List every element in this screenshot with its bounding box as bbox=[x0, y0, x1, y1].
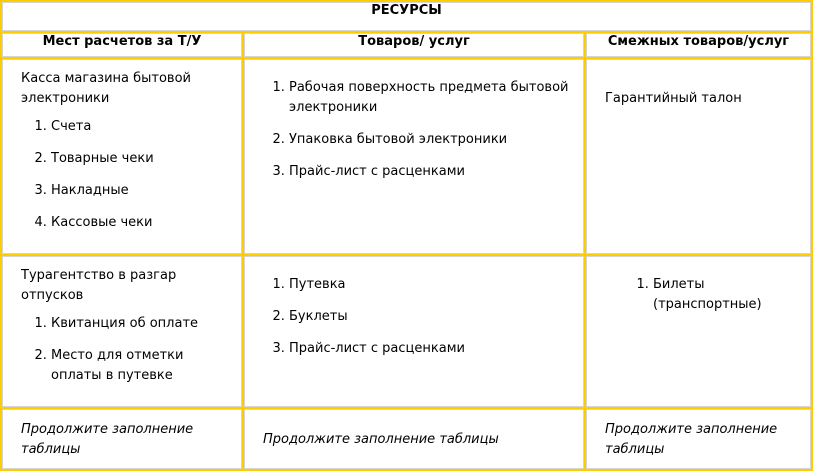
list-item: 2. Буклеты bbox=[289, 307, 569, 327]
row3-settlement-text: Продолжите заполнение таблицы bbox=[21, 422, 194, 457]
row3-goods-text: Продолжите заполнение таблицы bbox=[263, 432, 499, 447]
row2-settlement-text: Турагентство в разгар отпусков bbox=[21, 268, 177, 303]
list-item: 1. Путевка bbox=[289, 275, 569, 295]
row3-related-text: Продолжите заполнение таблицы bbox=[605, 422, 778, 457]
row1-related-cell bbox=[586, 59, 811, 254]
list-item: 3. Прайс-лист с расценками bbox=[289, 162, 569, 182]
row3-settlement-cell bbox=[2, 409, 242, 469]
row1-goods-list bbox=[259, 78, 569, 182]
row2-related-list bbox=[605, 275, 796, 315]
table-title: РЕСУРСЫ bbox=[2, 2, 811, 31]
list-item: 2. Упаковка бытовой электроники bbox=[289, 130, 569, 150]
row1-settlement-text: Касса магазина бытовой электроники bbox=[21, 71, 191, 106]
row2-settlement-cell bbox=[2, 256, 242, 407]
list-item: 2. Место для отметки оплаты в путевке bbox=[51, 346, 227, 386]
list-item: 1. Квитанция об оплате bbox=[51, 314, 227, 334]
list-item: 4. Кассовые чеки bbox=[51, 213, 227, 233]
row2-settlement-list bbox=[21, 314, 227, 386]
row2-goods-cell bbox=[244, 256, 584, 407]
list-item: 3. Прайс-лист с расценками bbox=[289, 339, 569, 359]
row1-settlement-list bbox=[21, 117, 227, 233]
row1-related-text: Гарантийный талон bbox=[605, 91, 742, 106]
column-header-settlement-places: Мест расчетов за Т/У bbox=[2, 33, 242, 57]
row3-goods-cell bbox=[244, 409, 584, 469]
list-item: 1. Счета bbox=[51, 117, 227, 137]
column-header-goods-services: Товаров/ услуг bbox=[244, 33, 584, 57]
list-item: 3. Накладные bbox=[51, 181, 227, 201]
row1-goods-cell bbox=[244, 59, 584, 254]
row3-related-cell bbox=[586, 409, 811, 469]
list-item: 2. Товарные чеки bbox=[51, 149, 227, 169]
row2-goods-list bbox=[259, 275, 569, 359]
row2-related-cell bbox=[586, 256, 811, 407]
row1-settlement-cell bbox=[2, 59, 242, 254]
list-item: 1. Рабочая поверхность предмета бытовой электроники bbox=[289, 78, 569, 118]
column-header-related-goods: Смежных товаров/услуг bbox=[586, 33, 811, 57]
list-item: 1. Билеты (транспортные) bbox=[653, 275, 796, 315]
